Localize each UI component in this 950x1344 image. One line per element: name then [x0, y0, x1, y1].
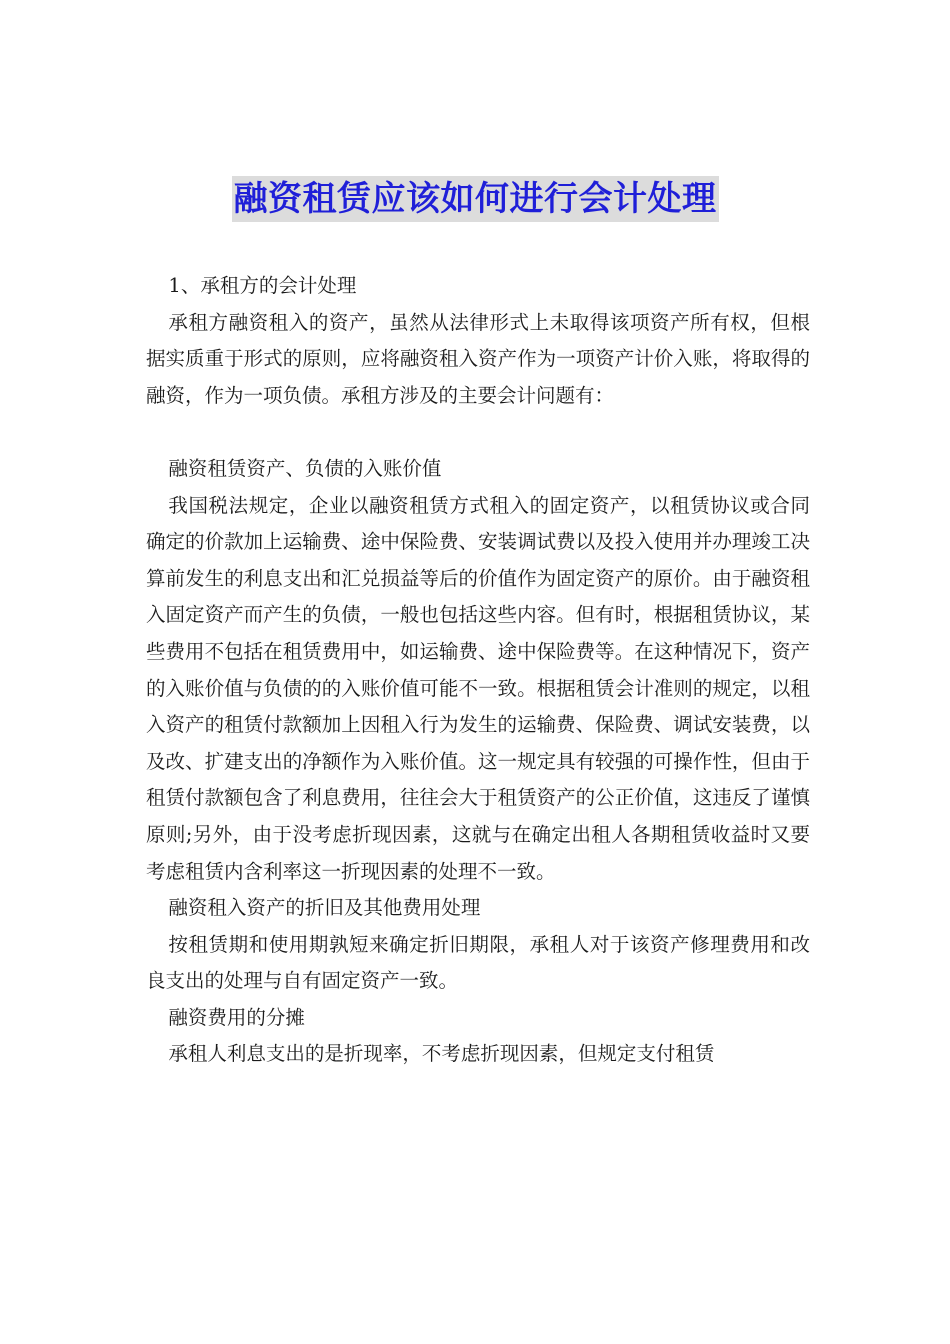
subheading-depreciation: 融资租入资产的折旧及其他费用处理: [168, 896, 481, 920]
blank-line: [146, 414, 810, 451]
paragraph-financing-cost: 承租人利息支出的是折现率，不考虑折现因素，但规定支付租赁: [168, 1042, 715, 1066]
paragraph-lessee-intro: 承租方融资租入的资产，虽然从法律形式上未取得该项资产所有权，但根据实质重于形式的原则，应将融资租入资产作为一项资产计价入账，将取得的融资，作为一项负债。承租方涉及的主要会计问题有：: [146, 310, 810, 407]
paragraph-depreciation: 按租赁期和使用期孰短来确定折旧期限，承租人对于该资产修理费用和改良支出的处理与自有固定资产一致。: [146, 932, 810, 993]
section-heading-lessee: 1、承租方的会计处理: [168, 274, 357, 297]
paragraph-entry-value: 我国税法规定，企业以融资租赁方式租入的固定资产，以租赁协议或合同确定的价款加上运输费、途中保险费、安装调试费以及投入使用并办理竣工决算前发生的利息支出和汇兑损益等后的价值作为固定资产的原价。由于融资租入固定资产而产生的负债，一般也包括这些内容。但有时，根据租赁协议，某些费用不包括在租赁费用中，如运输费、途中保险费等。在这种情况下，资产的入账价值与负债的的入账价值可能不一致。根据租赁会计准则的规定，以租入资产的租赁付款额加上因租入行为发生的运输费、保险费、调试安装费，以及改、扩建支出的净额作为入账价值。这一规定具有较强的可操作性，但由于租赁付款额包含了利息费用，往往会大于租赁资产的公正价值，这违反了谨慎原则;另外，由于没考虑折现因素，这就与在确定出租人各期租赁收益时又要考虑租赁内含利率这一折现因素的处理不一致。: [146, 493, 810, 883]
document-body: [146, 268, 810, 1073]
subheading-entry-value: 融资租赁资产、负债的入账价值: [168, 456, 442, 480]
document-title: 融资租赁应该如何进行会计处理: [232, 176, 719, 222]
subheading-financing-cost: 融资费用的分摊: [168, 1005, 305, 1029]
title-container: [0, 176, 950, 222]
